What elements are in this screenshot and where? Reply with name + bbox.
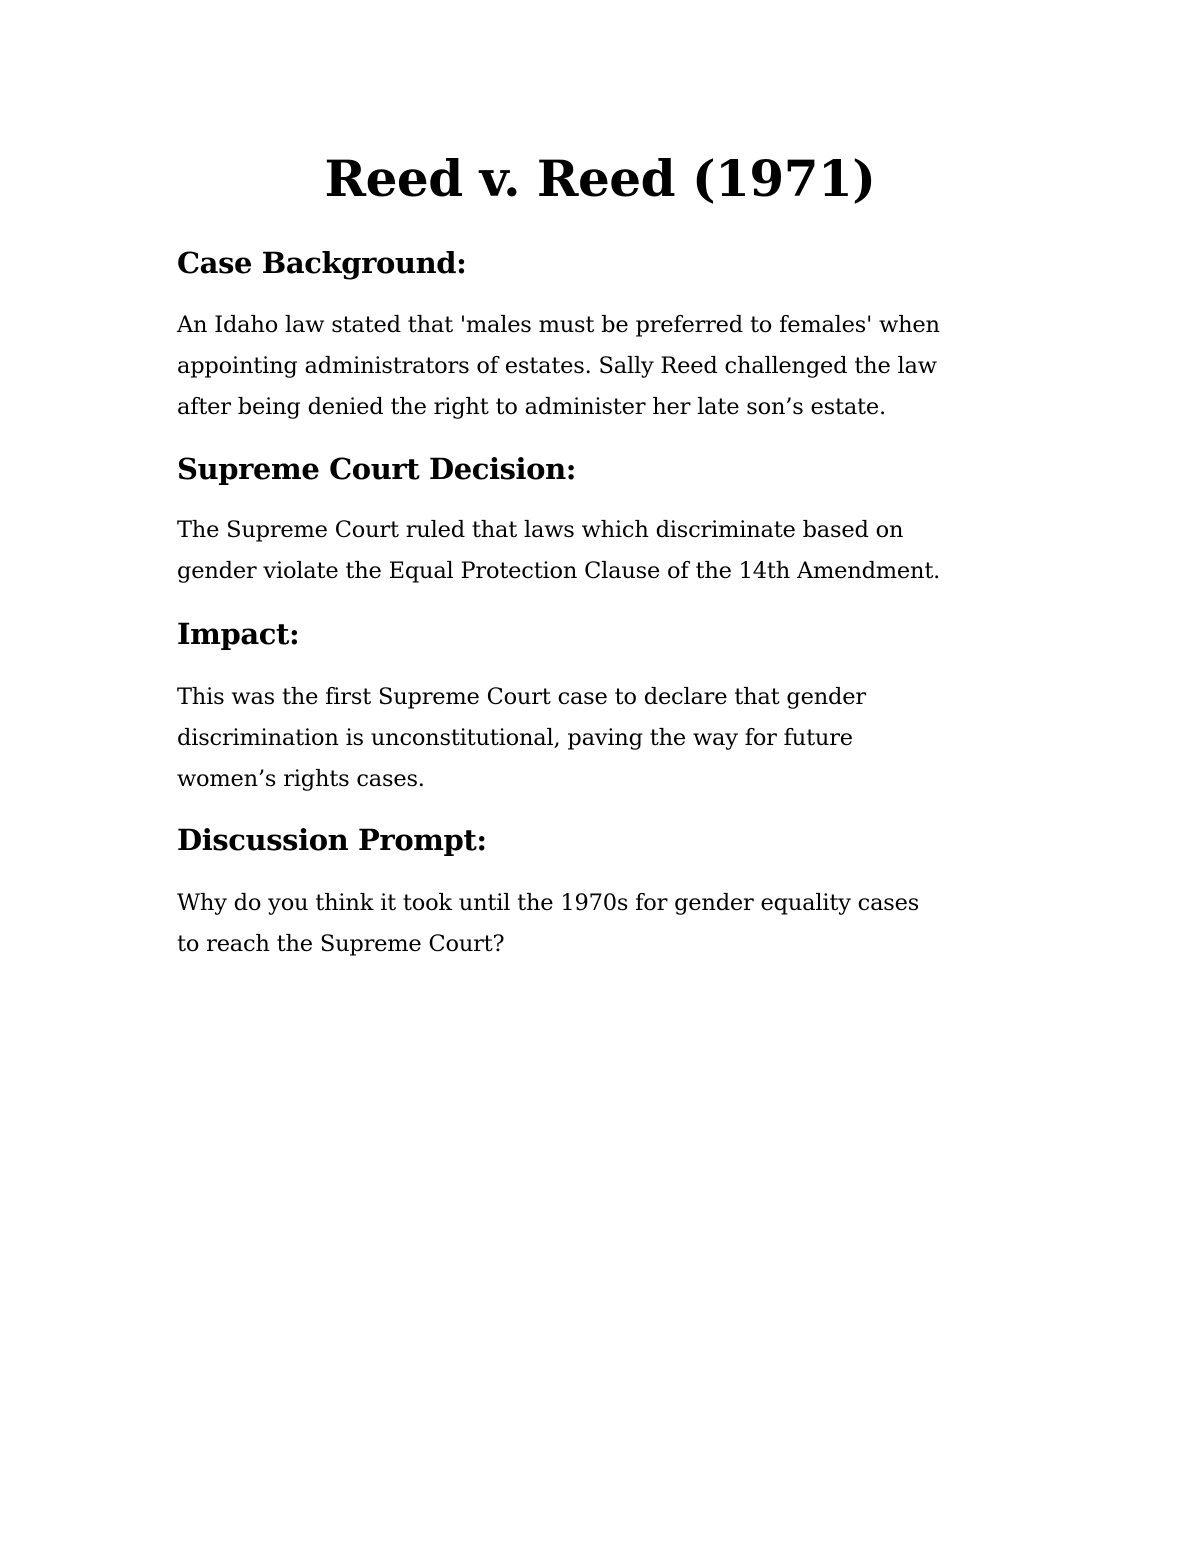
body-discussion-prompt: [177, 883, 1057, 965]
document-title: Reed v. Reed (1971): [324, 149, 876, 208]
heading-impact: Impact:: [177, 617, 300, 651]
body-line: appointing administrators of estates. Sally Reed challenged the law: [177, 353, 937, 379]
body-line: women’s rights cases.: [177, 766, 425, 792]
heading-supreme-court-decision: Supreme Court Decision:: [177, 452, 577, 486]
body-line: after being denied the right to administer her late son’s estate.: [177, 394, 886, 420]
body-impact: [177, 677, 1057, 800]
body-line: Why do you think it took until the 1970s for gender equality cases: [177, 890, 920, 916]
body-line: This was the first Supreme Court case to declare that gender: [177, 684, 866, 710]
heading-discussion-prompt: Discussion Prompt:: [177, 823, 487, 857]
heading-case-background: Case Background:: [177, 246, 467, 280]
body-line: gender violate the Equal Protection Clause of the 14th Amendment.: [177, 558, 941, 584]
body-case-background: [177, 305, 1057, 428]
body-line: An Idaho law stated that 'males must be preferred to females' when: [177, 312, 940, 338]
body-line: to reach the Supreme Court?: [177, 931, 505, 957]
body-line: discrimination is unconstitutional, paving the way for future: [177, 725, 853, 751]
body-supreme-court-decision: [177, 510, 1057, 592]
body-line: The Supreme Court ruled that laws which discriminate based on: [177, 517, 904, 543]
